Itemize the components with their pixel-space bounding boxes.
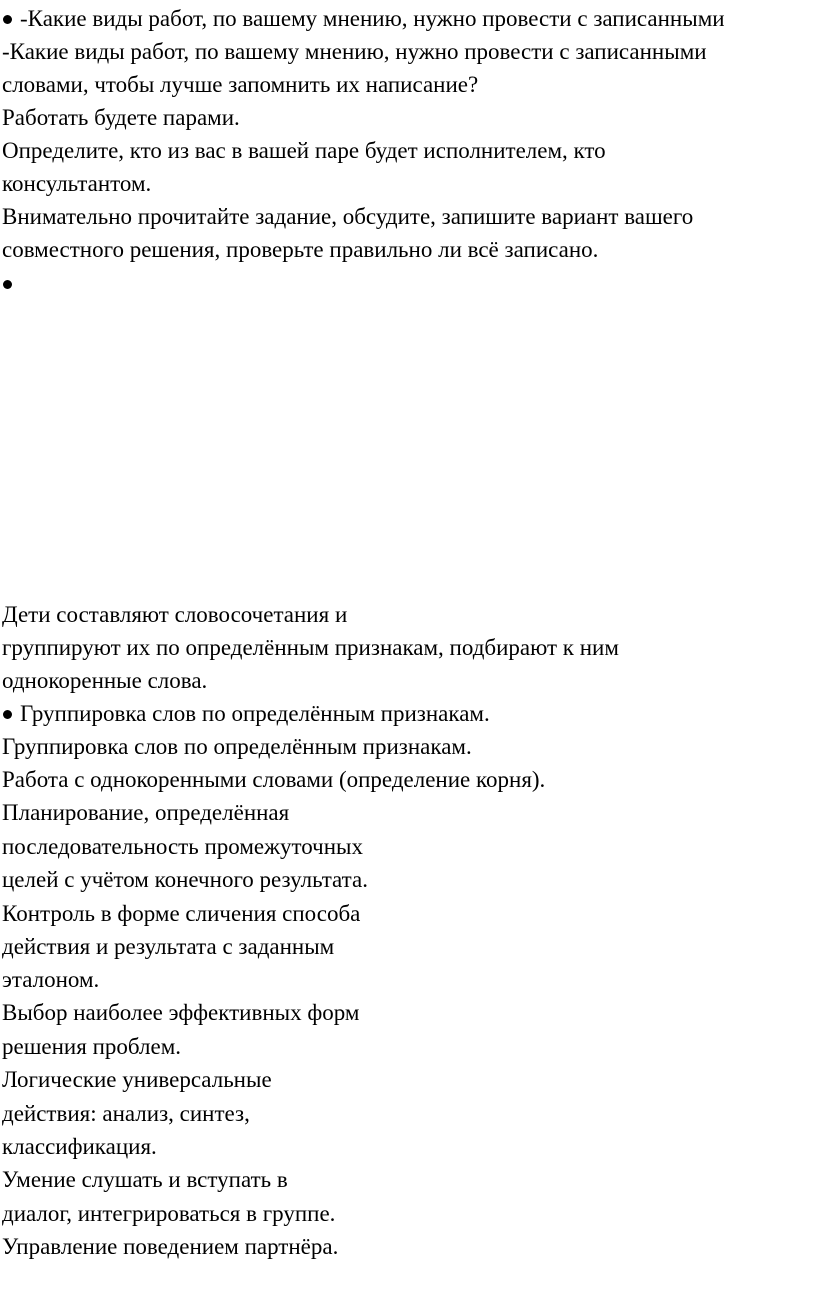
- text-line: Контроль в форме сличения способа: [2, 901, 361, 926]
- text-line: Планирование, определённая: [2, 800, 290, 825]
- bullet-icon: [3, 15, 12, 24]
- text-line: однокоренные слова.: [2, 668, 208, 693]
- text-line: целей с учётом конечного результата.: [2, 867, 368, 892]
- text-line: Логические универсальные: [2, 1067, 272, 1092]
- text-line: решения проблем.: [2, 1034, 182, 1059]
- text-line: Внимательно прочитайте задание, обсудите, запишите вариант вашего: [2, 204, 694, 229]
- bullet-icon: [3, 280, 12, 289]
- bullet-line-3-text: Группировка слов по определённым признакам.: [20, 701, 490, 726]
- bullet-line-1: [2, 2, 725, 35]
- text-line: классификация.: [2, 1134, 157, 1159]
- text-line: Работа с однокоренными словами (определение корня).: [2, 767, 546, 792]
- text-line: Группировка слов по определённым признакам.: [2, 734, 472, 759]
- text-line: словами, чтобы лучше запомнить их написание?: [2, 72, 479, 97]
- bullet-line-1-text: -Какие виды работ, по вашему мнению, нужно провести с записанными: [20, 6, 725, 31]
- text-line: совместного решения, проверьте правильно ли всё записано.: [2, 237, 599, 262]
- text-line: Умение слушать и вступать в: [2, 1167, 288, 1192]
- text-line: действия и результата с заданным: [2, 934, 335, 959]
- text-line: Управление поведением партнёра.: [2, 1234, 339, 1259]
- text-line: группируют их по определённым признакам, подбирают к ним: [2, 635, 619, 660]
- text-line: диалог, интегрироваться в группе.: [2, 1201, 336, 1226]
- text-line: -Какие виды работ, по вашему мнению, нужно провести с записанными: [2, 39, 707, 64]
- text-line: Дети составляют словосочетания и: [2, 602, 348, 627]
- text-line: Работать будете парами.: [2, 105, 240, 130]
- text-line: эталоном.: [2, 967, 100, 992]
- text-line: Выбор наиболее эффективных форм: [2, 1000, 360, 1025]
- text-line: последовательность промежуточных: [2, 834, 363, 859]
- text-line: действия: анализ, синтез,: [2, 1101, 250, 1126]
- text-line: консультантом.: [2, 171, 152, 196]
- bullet-line-3: [2, 697, 490, 730]
- bullet-icon: [3, 710, 12, 719]
- text-line: Определите, кто из вас в вашей паре будет исполнителем, кто: [2, 138, 606, 163]
